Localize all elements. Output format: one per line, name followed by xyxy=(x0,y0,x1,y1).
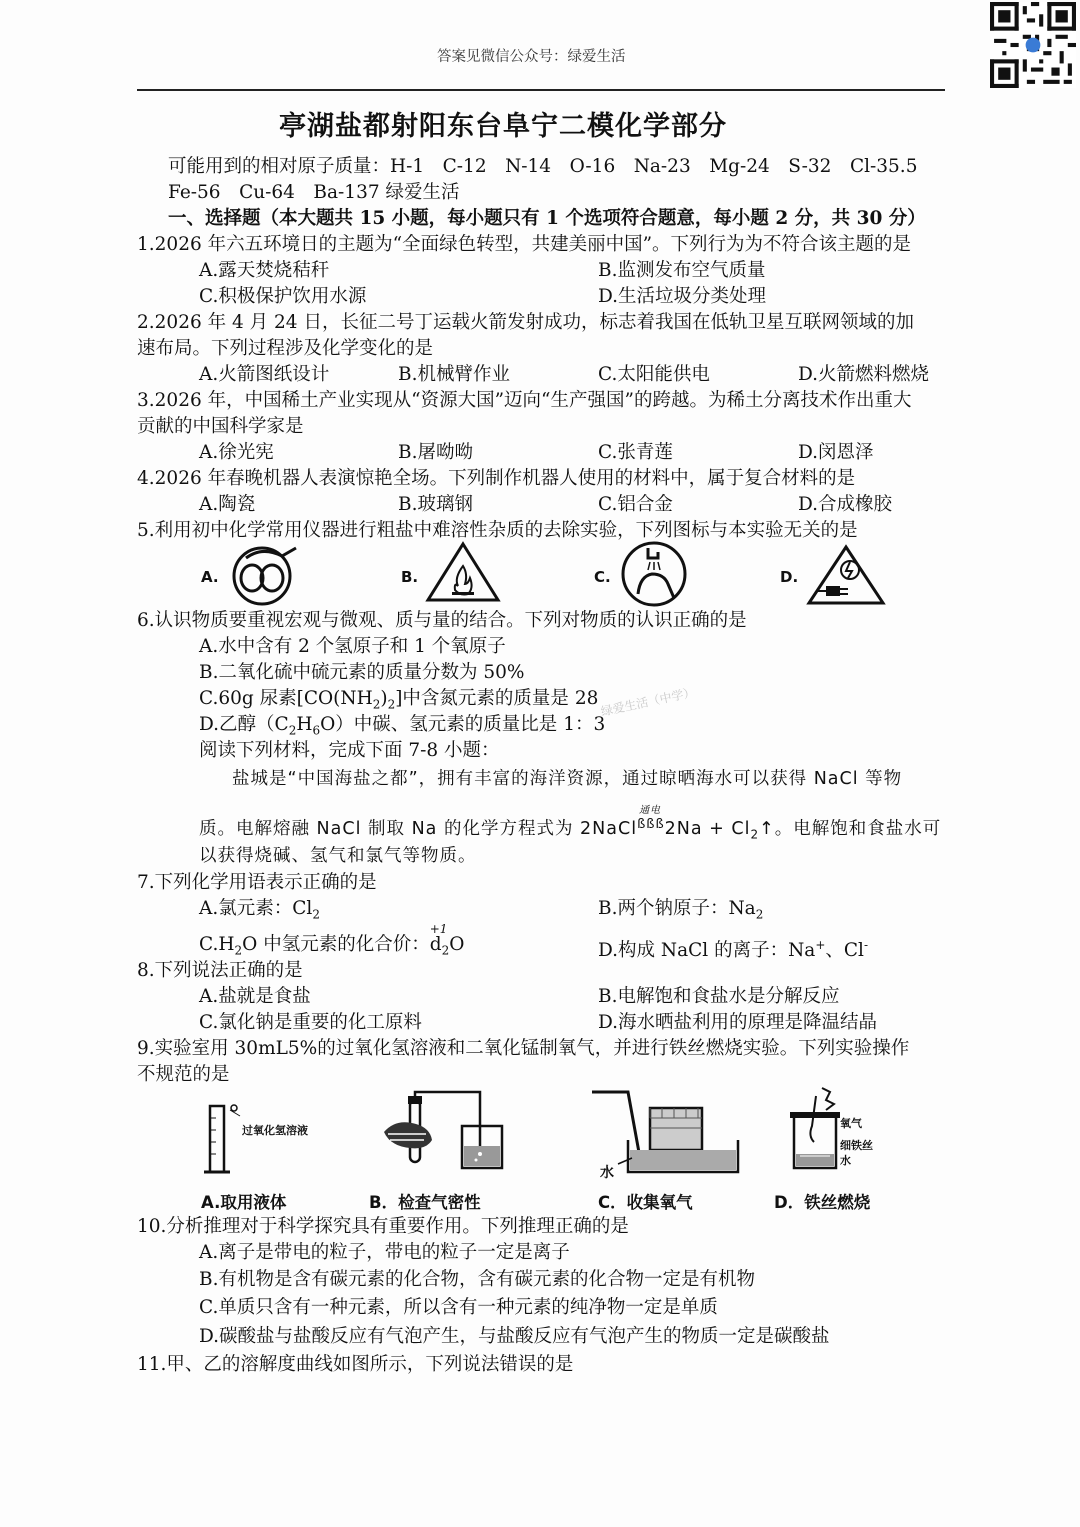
fig-a-label: 过氧化氢溶液 xyxy=(242,1124,308,1137)
q2-option-d: D.火箭燃料燃烧 xyxy=(798,364,930,385)
q3-stem-line2: 贡献的中国科学家是 xyxy=(137,416,304,437)
q2-stem-line1: 2.2026 年 4 月 24 日，长征二号丁运载火箭发射成功，标志着我国在低轨卫星互联网领域的加 xyxy=(137,312,914,333)
q4-option-d: D.合成橡胶 xyxy=(798,494,893,515)
header-rule xyxy=(137,89,945,91)
q4-option-b: B.玻璃钢 xyxy=(398,494,473,515)
q10-option-b: B.有机物是含有碳元素的化合物，含有碳元素的化合物一定是有机物 xyxy=(199,1269,755,1290)
q6-stem: 6.认识物质要重视宏观与微观、质与量的结合。下列对物质的认识正确的是 xyxy=(137,610,747,631)
reading-instruction: 阅读下列材料，完成下面 7-8 小题： xyxy=(199,740,500,761)
q11-stem: 11.甲、乙的溶解度曲线如图所示，下列说法错误的是 xyxy=(137,1354,574,1375)
q9-caption-a: A.取用液体 xyxy=(201,1193,287,1212)
q1-option-a: A.露天焚烧秸秆 xyxy=(199,260,330,281)
q3-option-b: B.屠呦呦 xyxy=(398,442,473,463)
q5-option-c: C. xyxy=(594,568,611,586)
q2-option-c: C.太阳能供电 xyxy=(598,364,710,385)
q8-option-b: B.电解饱和食盐水是分解反应 xyxy=(598,986,840,1007)
q8-stem: 8.下列说法正确的是 xyxy=(137,960,303,981)
q6-option-a: A.水中含有 2 个氢原子和 1 个氧原子 xyxy=(199,636,506,657)
atomic-masses-line2: Fe-56 Cu-64 Ba-137 绿爱生活 xyxy=(168,182,460,203)
fig-c-label: 水 xyxy=(600,1165,614,1181)
q2-option-a: A.火箭图纸设计 xyxy=(199,364,330,385)
flammable-warning-icon xyxy=(424,540,502,604)
q9-caption-b: B．检查气密性 xyxy=(369,1193,481,1212)
page-title: 亭湖盐都射阳东台阜宁二模化学部分 xyxy=(279,111,727,142)
q5-option-b: B. xyxy=(401,568,419,586)
q5-option-d: D. xyxy=(780,568,799,586)
q8-option-d: D.海水晒盐利用的原理是降温结晶 xyxy=(598,1012,878,1033)
q1-option-b: B.监测发布空气质量 xyxy=(598,260,766,281)
fig-d-label-3: 水 xyxy=(840,1154,851,1167)
atomic-masses-line1: 可能用到的相对原子质量：H-1 C-12 N-14 O-16 Na-23 Mg-24 S-32 Cl-35.5 xyxy=(168,156,918,177)
q9-stem-line2: 不规范的是 xyxy=(137,1064,230,1085)
airtightness-check-figure xyxy=(376,1090,516,1178)
q1-option-d: D.生活垃圾分类处理 xyxy=(598,286,767,307)
q3-option-c: C.张青莲 xyxy=(598,442,673,463)
q8-option-c: C.氯化钠是重要的化工原料 xyxy=(199,1012,422,1033)
passage-line3: 以获得烧碱、氢气和氯气等物质。 xyxy=(199,846,477,866)
reaction-arrow: ßßß xyxy=(637,817,665,832)
watermark: 绿爱生活（中学） xyxy=(599,685,697,719)
q4-option-c: C.铝合金 xyxy=(598,494,673,515)
q4-option-a: A.陶瓷 xyxy=(199,494,256,515)
condition-label: 通电 xyxy=(639,805,662,816)
qr-code xyxy=(990,2,1076,88)
q5-option-a: A. xyxy=(201,568,219,586)
wash-hands-icon xyxy=(618,540,690,608)
protective-eyewear-icon xyxy=(226,542,302,606)
q7-option-c: $C.H_2O$ 中氢元素的化合价： +1 $d_2O$ xyxy=(199,922,465,958)
q6-option-c: C.60g 尿素$[CO(NH_2)_2]$中含氮元素的质量是 28 xyxy=(199,688,599,712)
iron-wire-burning-figure xyxy=(786,1086,842,1176)
q10-stem: 10.分析推理对于科学探究具有重要作用。下列推理正确的是 xyxy=(137,1216,629,1237)
q6-option-b: B.二氧化硫中硫元素的质量分数为 50% xyxy=(199,662,525,683)
q4-stem: 4.2026 年春晚机器人表演惊艳全场。下列制作机器人使用的材料中，属于复合材料的是 xyxy=(137,468,856,489)
passage-line1: 盐城是“中国海盐之都”，拥有丰富的海洋资源，通过晾晒海水可以获得 NaCl 等物 xyxy=(232,769,903,789)
q10-option-a: A.离子是带电的粒子，带电的粒子一定是离子 xyxy=(199,1242,570,1263)
fig-d-label-2: 细铁丝 xyxy=(840,1139,873,1152)
q9-caption-d: D．铁丝燃烧 xyxy=(774,1193,871,1212)
q1-option-c: C.积极保护饮用水源 xyxy=(199,286,367,307)
q10-option-d: D.碳酸盐与盐酸反应有气泡产生，与盐酸反应有气泡产生的物质一定是碳酸盐 xyxy=(199,1326,830,1347)
section-heading: 一、选择题（本大题共 15 小题，每小题只有 1 个选项符合题意，每小题 2 分，共 30 分） xyxy=(168,208,926,229)
header-note: 答案见微信公众号：绿爱生活 xyxy=(437,49,626,65)
fig-d-label-1: 氧气 xyxy=(840,1117,862,1130)
passage-line2: 质。电解熔融 NaCl 制取 Na 的化学方程式为 2NaCl 通电 $^{ßßß}2Na + Cl_2↑$。电解饱和食盐水可 xyxy=(199,812,941,848)
q3-stem-line1: 3.2026 年，中国稀土产业实现从“资源大国”迈向“生产强国”的跨越。为稀土分离技术作出重大 xyxy=(137,390,912,411)
q8-option-a: A.盐就是食盐 xyxy=(199,986,311,1007)
q2-option-b: B.机械臂作业 xyxy=(398,364,510,385)
q7-option-a: A.氯元素：$Cl_2$ xyxy=(199,898,320,922)
q9-caption-c: C．收集氧气 xyxy=(598,1193,693,1212)
q10-option-c: C.单质只含有一种元素，所以含有一种元素的纯净物一定是单质 xyxy=(199,1297,718,1318)
q7-stem: 7.下列化学用语表示正确的是 xyxy=(137,872,377,893)
q3-option-d: D.闵恩泽 xyxy=(798,442,874,463)
q7-option-b: B.两个钠原子：$Na_2$ xyxy=(598,898,764,922)
q3-option-a: A.徐光宪 xyxy=(199,442,274,463)
q1-stem: 1.2026 年六五环境日的主题为“全面绿色转型，共建美丽中国”。下列行为为不符合该主题的是 xyxy=(137,234,912,255)
q2-stem-line2: 速布局。下列过程涉及化学变化的是 xyxy=(137,338,434,359)
q6-option-d: D.乙醇$(C_2H_6O)$中碳、氢元素的质量比是 1：3 xyxy=(199,714,606,738)
q9-stem-line1: 9.实验室用 30mL5%的过氧化氢溶液和二氧化锰制氧气，并进行铁丝燃烧实验。下列实验操作 xyxy=(137,1038,910,1059)
q7-option-d: D.构成 NaCl 的离子：Na+、Cl- xyxy=(598,938,869,962)
electrical-hazard-icon xyxy=(806,544,886,606)
q5-stem: 5.利用初中化学常用仪器进行粗盐中难溶性杂质的去除实验，下列图标与本实验无关的是 xyxy=(137,520,858,541)
